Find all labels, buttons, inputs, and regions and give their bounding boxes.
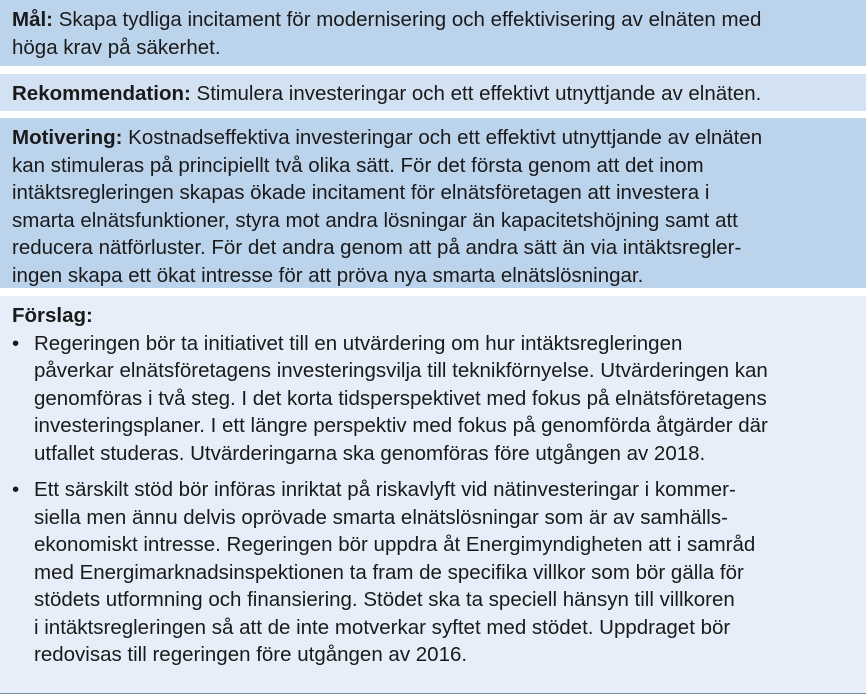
proposal-1-text-2: påverkar elnätsföretagens investeringsvilja till teknikförnyelse. Utvärderingen kan xyxy=(34,359,768,382)
motivation-line-1 xyxy=(12,124,854,152)
proposal-2-text-3: ekonomiskt intresse. Regeringen bör uppdra åt Energimyndigheten att i samråd xyxy=(34,533,756,556)
recommendation-text-1: Stimulera investeringar och ett effektivt utnyttjande av elnäten. xyxy=(196,82,762,105)
proposal-2-text-4: med Energimarknadsinspektionen ta fram de specifika villkor som bör gälla för xyxy=(34,560,744,584)
proposal-2-text-5: stödets utformning och finansiering. Stödet ska ta speciell hänsyn till villkoren xyxy=(34,588,735,611)
proposal-2-text-6: i intäktsregleringen så att de inte motverkar syftet med stödet. Uppdraget bör xyxy=(34,615,731,639)
proposal-2-text-1: Ett särskilt stöd bör införas inriktat på riskavlyft vid nätinvesteringar i kommer- xyxy=(34,478,736,501)
recommendation-line-1 xyxy=(12,80,854,108)
goal-text-2: höga krav på säkerhet. xyxy=(12,35,221,59)
motivation-text-1: Kostnadseffektiva investeringar och ett effektivt utnyttjande av elnäten xyxy=(128,126,763,149)
recommendation-section xyxy=(0,74,866,111)
proposals-label: Förslag: xyxy=(12,304,93,327)
motivation-text-2: kan stimuleras på principiellt två olika sätt. För det första genom att det inom xyxy=(12,153,704,177)
proposal-1-text-1: Regeringen bör ta initiativet till en utvärdering om hur intäktsregleringen xyxy=(34,331,683,355)
goal-line-1 xyxy=(12,6,854,34)
proposal-1-text-5: utfallet studeras. Utvärderingarna ska genomföras före utgången av 2018. xyxy=(34,441,706,465)
proposal-1-text-3: genomföras i två steg. I det korta tidsperspektivet med fokus på elnätsföretagens xyxy=(34,386,767,410)
proposals-section xyxy=(0,296,866,694)
bullet-icon: • xyxy=(12,478,20,501)
proposal-1-text-4: investeringsplaner. I ett längre perspektiv med fokus på genomförda åtgärder där xyxy=(34,414,768,437)
goal-label: Mål: xyxy=(12,8,53,31)
proposal-2-text-7: redovisas till regeringen före utgången av 2016. xyxy=(34,643,468,666)
motivation-section xyxy=(0,118,866,288)
motivation-text-5: reducera nätförluster. För det andra genom att på andra sätt än via intäktsregler- xyxy=(12,236,742,259)
motivation-label: Motivering: xyxy=(12,126,123,149)
goal-text-1: Skapa tydliga incitament för modernisering och effektivisering av elnäten med xyxy=(58,8,762,31)
proposal-item-1 xyxy=(12,330,854,468)
goal-section xyxy=(0,0,866,66)
recommendation-label: Rekommendation: xyxy=(12,82,191,105)
motivation-text-6: ingen skapa ett ökat intresse för att pröva nya smarta elnätslösningar. xyxy=(12,263,644,287)
motivation-text-4: smarta elnätsfunktioner, styra mot andra lösningar än kapacitetshöjning samt att xyxy=(12,208,738,232)
proposal-item-2 xyxy=(12,476,854,669)
proposal-2-text-2: siella men ännu delvis oprövade smarta elnätslösningar som är av samhälls- xyxy=(34,505,728,529)
bullet-icon: • xyxy=(12,331,20,355)
motivation-text-3: intäktsregleringen skapas ökade incitament för elnätsföretagen att investera i xyxy=(12,181,710,204)
